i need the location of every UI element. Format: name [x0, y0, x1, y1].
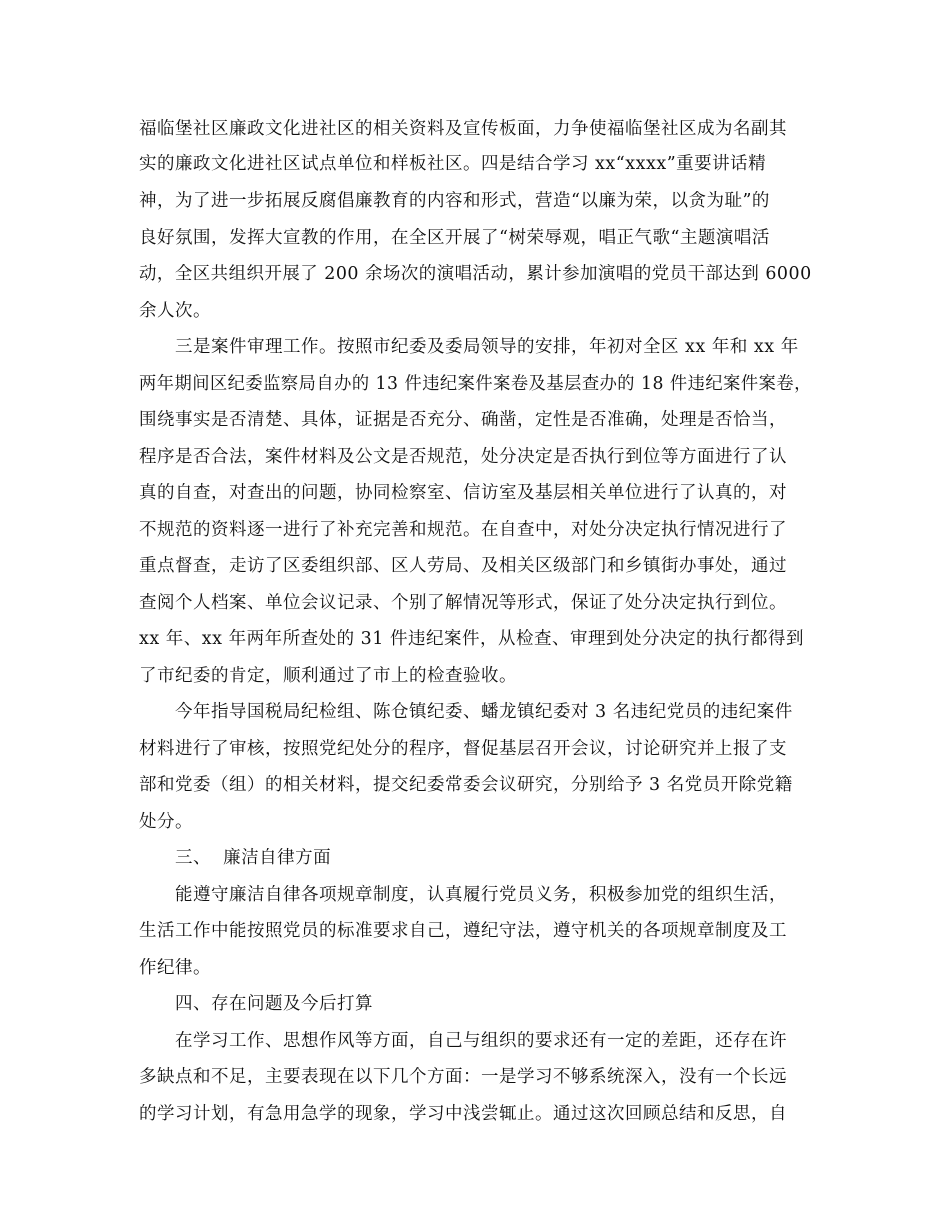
text-line: 程序是否合法，案件材料及公文是否规范，处分决定是否执行到位等方面进行了认 [139, 447, 787, 467]
text-line: 良好氛围，发挥大宣教的作用，在全区开展了“树荣辱观，唱正气歌“主题演唱活 [139, 228, 770, 248]
text-line: 今年指导国税局纪检组、陈仓镇纪委、蟠龙镇纪委对 3 名违纪党员的违纪案件 [175, 702, 793, 722]
text-line: 福临堡社区廉政文化进社区的相关资料及宣传板面，力争使福临堡社区成为名副其 [139, 119, 787, 139]
text-line: 围绕事实是否清楚、具体，证据是否充分、确凿，定性是否准确，处理是否恰当， [139, 410, 787, 430]
section-heading: 四、存在问题及今后打算 [175, 994, 373, 1014]
text-line: 多缺点和不足，主要表现在以下几个方面：一是学习不够系统深入，没有一个长远 [139, 1067, 787, 1087]
text-line: 部和党委（组）的相关材料，提交纪委常委会议研究，分别给予 3 名党员开除党籍 [139, 775, 793, 795]
text-line: 两年期间区纪委监察局自办的 13 件违纪案件案卷及基层查办的 18 件违纪案件案卷， [139, 374, 812, 394]
text-line: 查阅个人档案、单位会议记录、个别了解情况等形式，保证了处分决定执行到位。 [139, 593, 787, 613]
text-line: 能遵守廉洁自律各项规章制度，认真履行党员义务，积极参加党的组织生活， [175, 885, 787, 905]
text-line: 在学习工作、思想作风等方面，自己与组织的要求还有一定的差距，还存在许 [175, 1031, 787, 1051]
text-line: 作纪律。 [139, 958, 211, 978]
text-line: 重点督查，走访了区委组织部、区人劳局、及相关区级部门和乡镇街办事处，通过 [139, 556, 787, 576]
text-line: 动，全区共组织开展了 200 余场次的演唱活动，累计参加演唱的党员干部达到 6000 [139, 264, 812, 284]
text-line: 生活工作中能按照党员的标准要求自己，遵纪守法，遵守机关的各项规章制度及工 [139, 921, 787, 941]
section-heading: 三、 廉洁自律方面 [175, 848, 332, 868]
text-line: 处分。 [139, 812, 193, 832]
text-line: xx 年、xx 年两年所查处的 31 件违纪案件，从检查、审理到处分决定的执行都得到 [139, 629, 804, 649]
text-line: 的学习计划，有急用急学的现象，学习中浅尝辄止。通过这次回顾总结和反思，自 [139, 1104, 787, 1124]
text-line: 三是案件审理工作。按照市纪委及委局领导的安排，年初对全区 xx 年和 xx 年 [175, 337, 799, 357]
text-line: 神，为了进一步拓展反腐倡廉教育的内容和形式，营造“以廉为荣，以贪为耻”的 [139, 191, 770, 211]
text-line: 材料进行了审核，按照党纪处分的程序，督促基层召开会议，讨论研究并上报了支 [139, 739, 787, 759]
text-line: 实的廉政文化进社区试点单位和样板社区。四是结合学习 xx“xxxx”重要讲话精 [139, 154, 767, 174]
text-line: 不规范的资料逐一进行了补充完善和规范。在自查中，对处分决定执行情况进行了 [139, 520, 787, 540]
text-line: 了市纪委的肯定，顺利通过了市上的检查验收。 [139, 666, 517, 686]
text-line: 余人次。 [139, 301, 211, 321]
text-line: 真的自查，对查出的问题，协同检察室、信访室及基层相关单位进行了认真的，对 [139, 483, 787, 503]
